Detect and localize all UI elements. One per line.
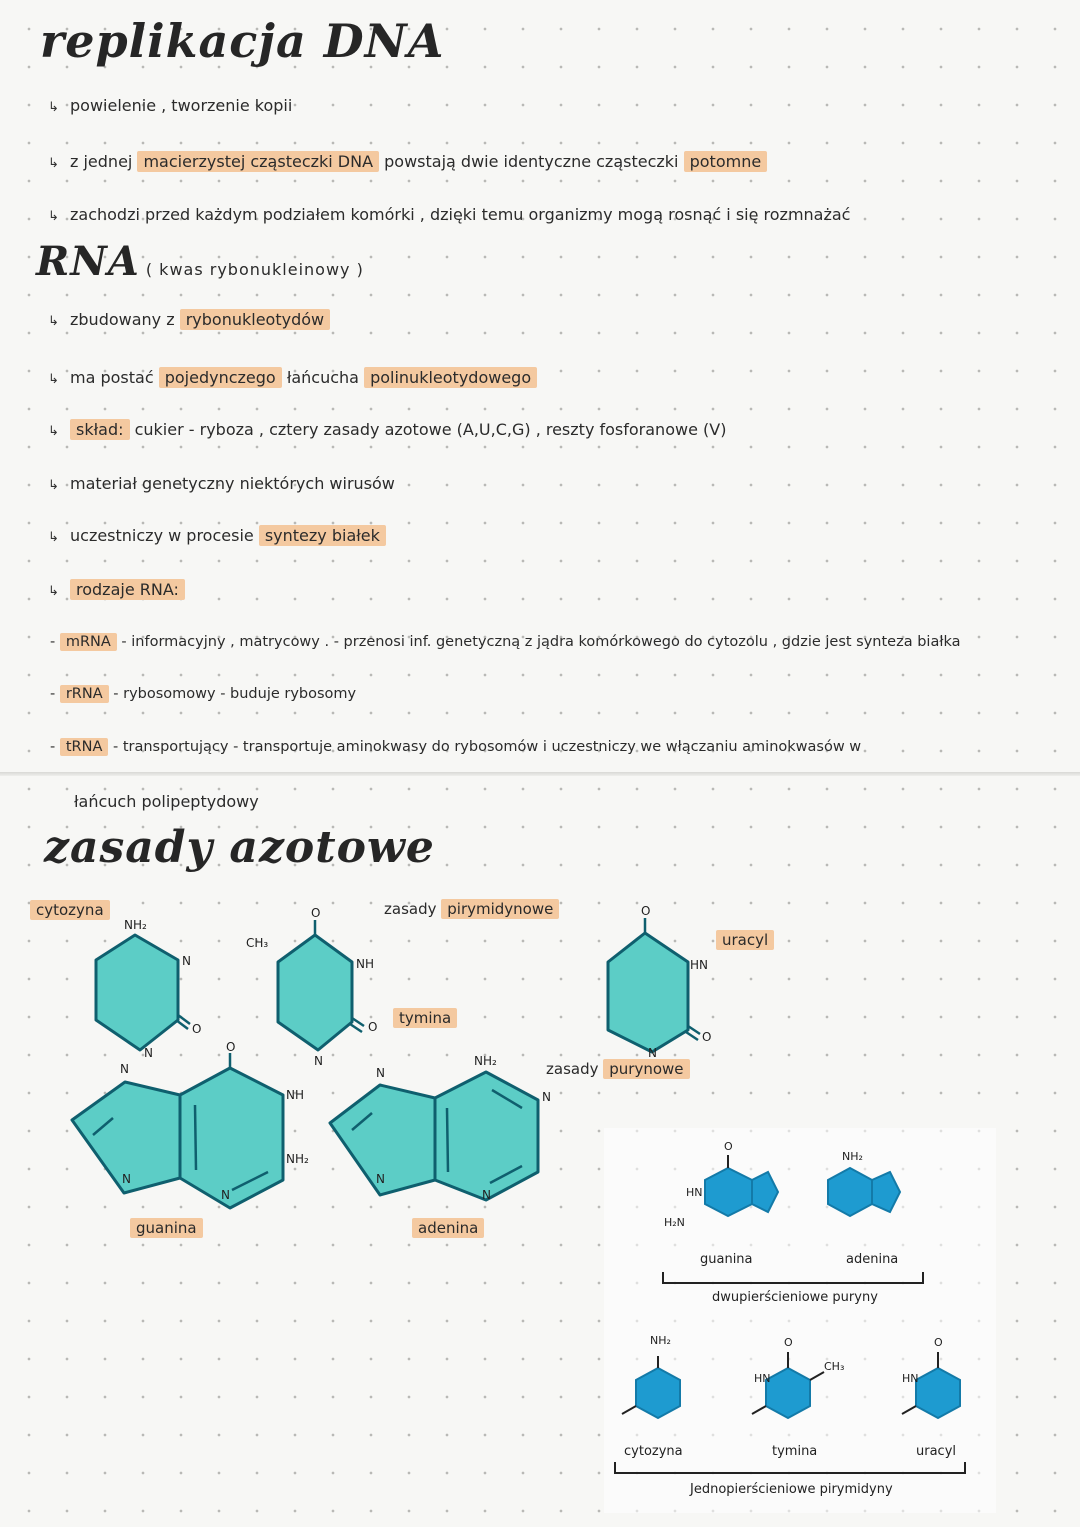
note-text: uczestniczy w procesie bbox=[70, 526, 254, 545]
arrow-icon: ↳ bbox=[48, 209, 59, 224]
atom-label: HN bbox=[902, 1372, 919, 1385]
atom-label: N bbox=[314, 1054, 323, 1068]
printed-label-cytosine: cytozyna bbox=[624, 1444, 683, 1459]
atom-label: N bbox=[542, 1090, 551, 1104]
note-text: ma postać bbox=[70, 368, 154, 387]
arrow-icon: ↳ bbox=[48, 530, 59, 545]
printed-label-uracil: uracyl bbox=[916, 1444, 957, 1459]
atom-label: NH₂ bbox=[650, 1334, 671, 1347]
atom-label: N bbox=[221, 1188, 230, 1202]
note-text: łańcuch polipeptydowy bbox=[74, 792, 259, 811]
page-title-replication: replikacja DNA bbox=[40, 14, 445, 68]
highlight: skład: bbox=[70, 419, 130, 440]
note-text: - transportujący - transportuje aminokwasy do rybosomów i uczestniczy we włączaniu aminokwasów w bbox=[112, 739, 862, 755]
atom-label: NH₂ bbox=[124, 918, 147, 932]
atom-label: N bbox=[482, 1188, 491, 1202]
atom-label: O bbox=[934, 1336, 943, 1349]
note-text: powstają dwie identyczne cząsteczki bbox=[384, 152, 679, 171]
dash: - bbox=[50, 686, 56, 702]
printed-group-pyrimidines: Jednopierścieniowe pirymidyny bbox=[690, 1482, 893, 1497]
arrow-icon: ↳ bbox=[48, 478, 59, 493]
atom-label: CH₃ bbox=[246, 936, 269, 950]
atom-label: O bbox=[641, 904, 651, 918]
note-text: - informacyjny , matrycowy . - przenosi inf. genetyczną z jądra komórkowego do cytozolu , gdzie jest synteza białka bbox=[121, 634, 961, 650]
atom-label: O bbox=[311, 906, 321, 920]
atom-label: H₂N bbox=[664, 1216, 685, 1229]
highlight: rRNA bbox=[60, 685, 109, 703]
printed-group-purines: dwupierścieniowe puryny bbox=[712, 1290, 878, 1305]
atom-label: O bbox=[226, 1040, 236, 1054]
printed-cytosine-icon bbox=[636, 1368, 680, 1418]
note-text: materiał genetyczny niektórych wirusów bbox=[70, 474, 395, 493]
atom-label: N bbox=[182, 954, 191, 968]
arrow-icon: ↳ bbox=[48, 372, 59, 387]
highlight: pirymidynowe bbox=[441, 899, 559, 919]
label-text: zasady bbox=[546, 1060, 599, 1078]
arrow-icon: ↳ bbox=[48, 156, 59, 171]
atom-label: O bbox=[724, 1140, 733, 1153]
highlight: macierzystej cząsteczki DNA bbox=[137, 151, 379, 172]
rna-subtitle: ( kwas rybonukleinowy ) bbox=[145, 260, 364, 279]
atom-label: HN bbox=[686, 1186, 703, 1199]
printed-label-guanine: guanina bbox=[700, 1252, 753, 1267]
atom-label: N bbox=[122, 1172, 131, 1186]
printed-label-thymine: tymina bbox=[772, 1444, 818, 1459]
atom-label: O bbox=[368, 1020, 378, 1034]
note-text: łańcucha bbox=[286, 368, 359, 387]
arrow-icon: ↳ bbox=[48, 584, 59, 599]
printed-adenine-icon bbox=[828, 1168, 872, 1216]
atom-label: O bbox=[784, 1336, 793, 1349]
atom-label: NH bbox=[356, 957, 374, 971]
atom-label: N bbox=[144, 1046, 153, 1060]
atom-label: NH bbox=[286, 1088, 304, 1102]
atom-label: N bbox=[376, 1172, 385, 1186]
atom-label: CH₃ bbox=[824, 1360, 845, 1373]
note-text: powielenie , tworzenie kopii bbox=[70, 96, 293, 115]
label-thymine: tymina bbox=[393, 1008, 457, 1028]
rna-title-text: RNA bbox=[36, 238, 140, 285]
atom-label: HN bbox=[754, 1372, 771, 1385]
atom-label: O bbox=[192, 1022, 202, 1036]
label-text: zasady bbox=[384, 900, 437, 918]
note-text: - rybosomowy - buduje rybosomy bbox=[113, 686, 357, 702]
highlight: pojedynczego bbox=[159, 367, 282, 388]
atom-label: NH₂ bbox=[286, 1152, 309, 1166]
arrow-icon: ↳ bbox=[48, 100, 59, 115]
highlight: syntezy białek bbox=[259, 525, 386, 546]
highlight: mRNA bbox=[60, 633, 117, 651]
dash: - bbox=[50, 634, 56, 650]
note-text: cukier - ryboza , cztery zasady azotowe (A,U,C,G) , reszty fosforanowe (V) bbox=[134, 420, 727, 439]
note-text: z jednej bbox=[70, 152, 133, 171]
bracket-purines bbox=[662, 1272, 924, 1284]
highlight: polinukleotydowego bbox=[364, 367, 537, 388]
printed-thymine-icon bbox=[766, 1368, 810, 1418]
arrow-icon: ↳ bbox=[48, 314, 59, 329]
atom-label: HN bbox=[690, 958, 708, 972]
section-title-nitrogen-bases: zasady azotowe bbox=[44, 822, 435, 873]
label-guanine: guanina bbox=[130, 1218, 203, 1238]
highlight: rodzaje RNA: bbox=[70, 579, 185, 600]
label-uracil: uracyl bbox=[716, 930, 774, 950]
bracket-pyrimidines bbox=[614, 1462, 966, 1474]
note-text: zachodzi przed każdym podziałem komórki , dzięki temu organizmy mogą rosnąć i się rozmnażać bbox=[70, 205, 851, 224]
atom-label: N bbox=[376, 1066, 385, 1080]
label-cytosine: cytozyna bbox=[30, 900, 110, 920]
highlight: rybonukleotydów bbox=[180, 309, 330, 330]
atom-label: NH₂ bbox=[842, 1150, 863, 1163]
dash: - bbox=[50, 739, 56, 755]
highlight: purynowe bbox=[603, 1059, 689, 1079]
atom-label: N bbox=[120, 1062, 129, 1076]
label-adenine: adenina bbox=[412, 1218, 484, 1238]
printed-guanine-icon bbox=[705, 1168, 752, 1216]
printed-uracil-icon bbox=[916, 1368, 960, 1418]
atom-label: NH₂ bbox=[474, 1054, 497, 1068]
highlight: potomne bbox=[684, 151, 768, 172]
atom-label: O bbox=[702, 1030, 712, 1044]
note-text: zbudowany z bbox=[70, 310, 175, 329]
arrow-icon: ↳ bbox=[48, 424, 59, 439]
atom-label: N bbox=[648, 1046, 657, 1060]
printed-label-adenine: adenina bbox=[846, 1252, 899, 1267]
highlight: tRNA bbox=[60, 738, 109, 756]
